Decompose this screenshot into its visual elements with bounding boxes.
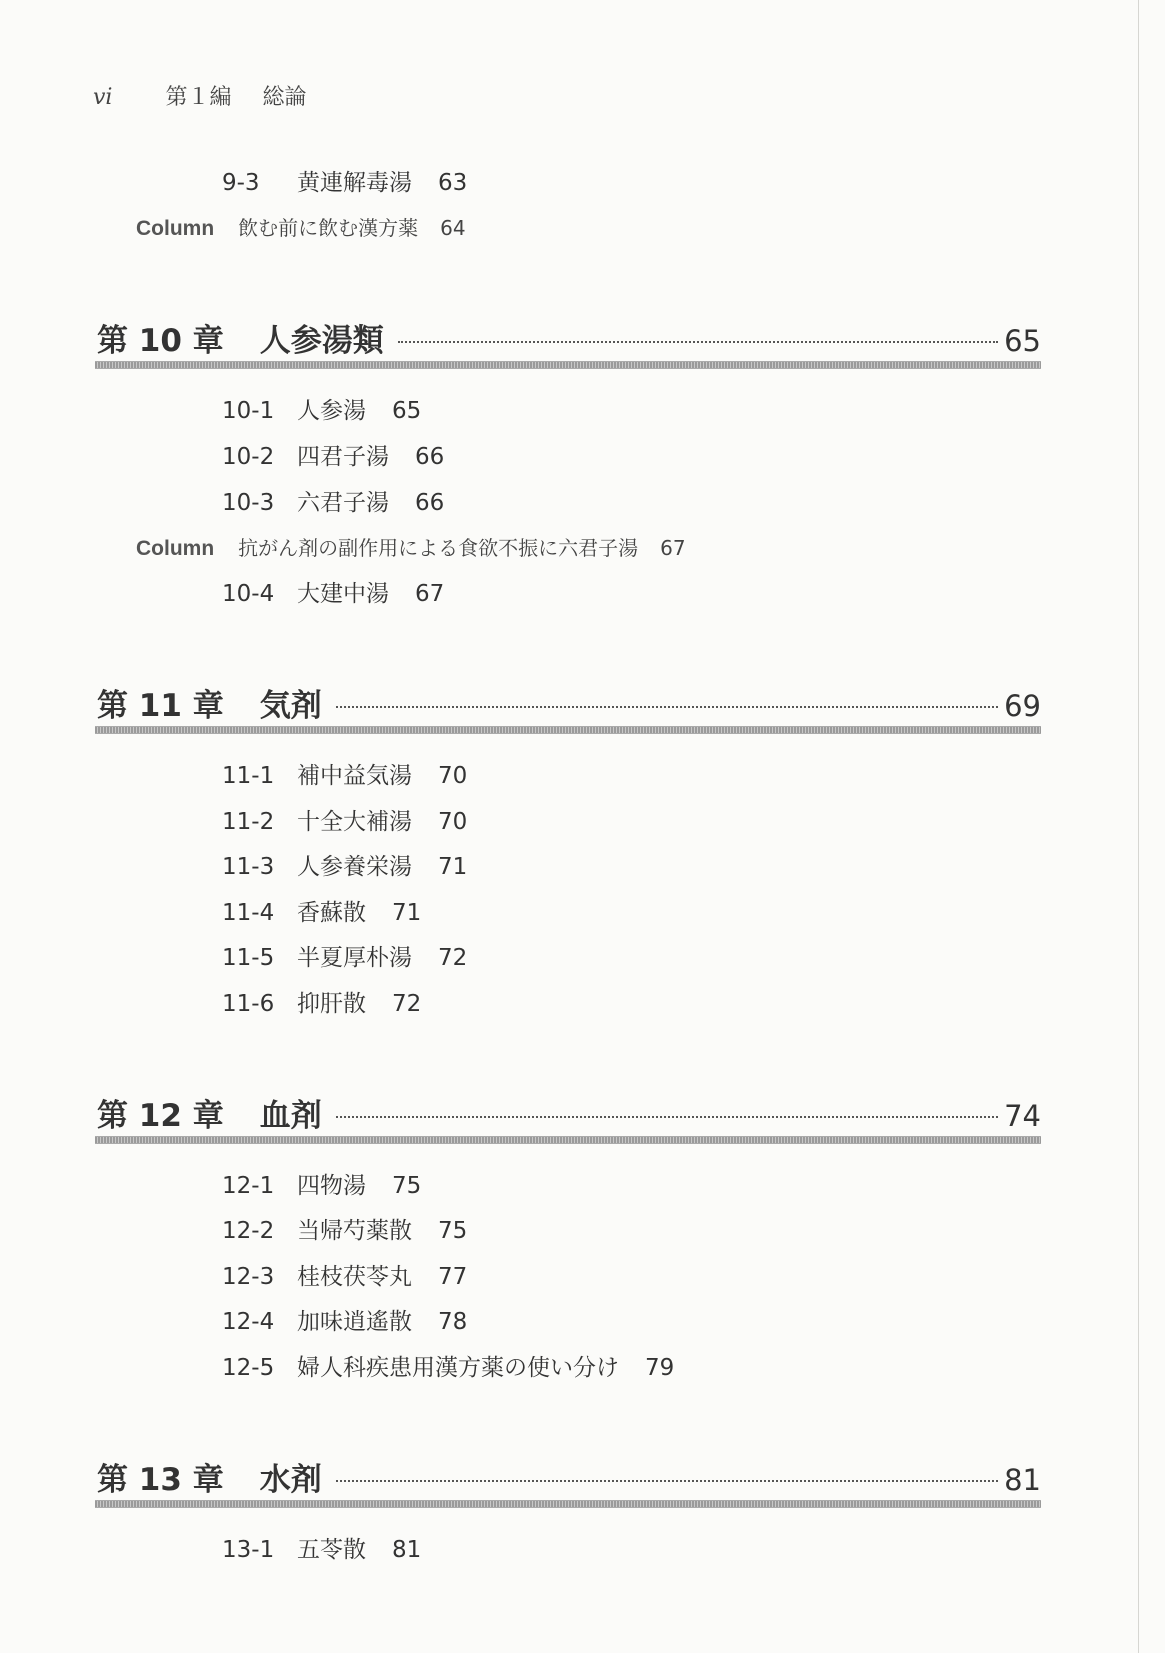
entry-number: 11-5 [222,945,275,971]
entry-title: 補中益気湯 [297,763,412,789]
entry-number: 10-4 [222,581,275,607]
entry-number: 11-4 [222,900,275,926]
entry-page: 70 [438,763,468,789]
entry-title: 黄連解毒湯 [297,170,412,196]
column-page: 64 [440,216,466,240]
entry-title: 六君子湯 [297,490,389,516]
entry-page: 78 [438,1309,468,1335]
entry-number: 13-1 [222,1537,275,1563]
entry-page: 65 [392,398,422,424]
running-head-section: 総論 [262,85,307,110]
chapter-page: 65 [1004,324,1041,358]
entry-title: 桂枝茯苓丸 [297,1264,412,1290]
entry-title: 抑肝散 [297,991,366,1017]
toc-entry[interactable] [222,488,444,518]
column-entry[interactable] [136,533,686,564]
toc-entry[interactable] [222,852,467,882]
entry-title: 半夏厚朴湯 [297,945,412,971]
chapter-title: 人参湯類 [259,323,384,359]
toc-entry[interactable] [222,761,467,791]
toc-entry[interactable] [222,1171,421,1201]
entry-number: 10-1 [222,398,275,424]
column-label: Column [136,537,215,560]
chapter-rule [95,1500,1041,1508]
entry-page: 77 [438,1264,468,1290]
entry-page: 66 [415,490,445,516]
entry-page: 66 [415,444,445,470]
dot-leader [336,1480,998,1482]
entry-title: 大建中湯 [297,581,389,607]
entry-title: 婦人科疾患用漢方薬の使い分け [297,1355,619,1381]
entry-title: 五苓散 [297,1537,366,1563]
toc-entry[interactable] [222,396,421,426]
entry-number: 9-3 [222,170,260,196]
toc-entry[interactable] [222,442,444,472]
chapter-title: 水剤 [259,1462,322,1498]
entry-number: 12-2 [222,1218,275,1244]
toc-entry[interactable] [222,1216,467,1246]
entry-page: 71 [392,900,422,926]
toc-entry[interactable] [222,168,467,198]
chapter-title: 血剤 [259,1098,322,1134]
chapter-rule [95,1136,1041,1144]
toc-entry[interactable] [222,1535,421,1565]
chapter-label: 第 11 章 [97,688,224,724]
dot-leader [336,1116,998,1118]
entry-title: 十全大補湯 [297,809,412,835]
toc-entry[interactable] [222,579,444,609]
entry-number: 10-2 [222,444,275,470]
entry-title: 四物湯 [297,1173,366,1199]
entry-page: 79 [645,1355,675,1381]
entry-number: 10-3 [222,490,275,516]
chapter-page: 81 [1004,1463,1041,1497]
chapter-page: 74 [1004,1099,1041,1133]
entry-page: 81 [392,1537,422,1563]
chapter-heading[interactable] [97,315,1041,359]
chapter-label: 第 10 章 [97,323,224,359]
entry-title: 加味逍遙散 [297,1309,412,1335]
column-title: 飲む前に飲む漢方薬 [238,216,419,240]
running-head-part: 第１編 [165,85,232,110]
entry-page: 71 [438,854,468,880]
chapter-label: 第 13 章 [97,1462,224,1498]
page-edge-line [1138,0,1139,1653]
entry-number: 12-5 [222,1355,275,1381]
entry-page: 72 [392,991,422,1017]
column-label: Column [136,217,215,240]
entry-page: 67 [415,581,445,607]
toc-entry[interactable] [222,943,467,973]
toc-entry[interactable] [222,989,421,1019]
column-page: 67 [660,536,686,560]
chapter-heading[interactable] [97,680,1041,724]
entry-title: 人参養栄湯 [297,854,412,880]
chapter-rule [95,361,1041,369]
dot-leader [336,706,998,708]
toc-entry[interactable] [222,1262,467,1292]
chapter-title: 気剤 [259,688,322,724]
running-head [93,80,307,111]
entry-page: 63 [438,170,468,196]
entry-title: 香蘇散 [297,900,366,926]
entry-page: 75 [392,1173,422,1199]
entry-page: 70 [438,809,468,835]
column-title: 抗がん剤の副作用による食欲不振に六君子湯 [238,536,639,560]
entry-number: 11-2 [222,809,275,835]
toc-entry[interactable] [222,898,421,928]
entry-title: 四君子湯 [297,444,389,470]
entry-number: 12-1 [222,1173,275,1199]
entry-title: 当帰芍薬散 [297,1218,412,1244]
entry-number: 11-1 [222,763,275,789]
chapter-page: 69 [1004,689,1041,723]
toc-entry[interactable] [222,807,467,837]
toc-entry[interactable] [222,1307,467,1337]
entry-page: 75 [438,1218,468,1244]
chapter-heading[interactable] [97,1454,1041,1498]
entry-title: 人参湯 [297,398,366,424]
chapter-label: 第 12 章 [97,1098,224,1134]
entry-number: 12-3 [222,1264,275,1290]
column-entry[interactable] [136,213,466,244]
entry-page: 72 [438,945,468,971]
entry-number: 12-4 [222,1309,275,1335]
chapter-rule [95,726,1041,734]
dot-leader [398,341,998,343]
entry-number: 11-6 [222,991,275,1017]
chapter-heading[interactable] [97,1090,1041,1134]
entry-number: 11-3 [222,854,275,880]
page-folio: vi [93,85,113,110]
toc-entry[interactable] [222,1353,674,1383]
